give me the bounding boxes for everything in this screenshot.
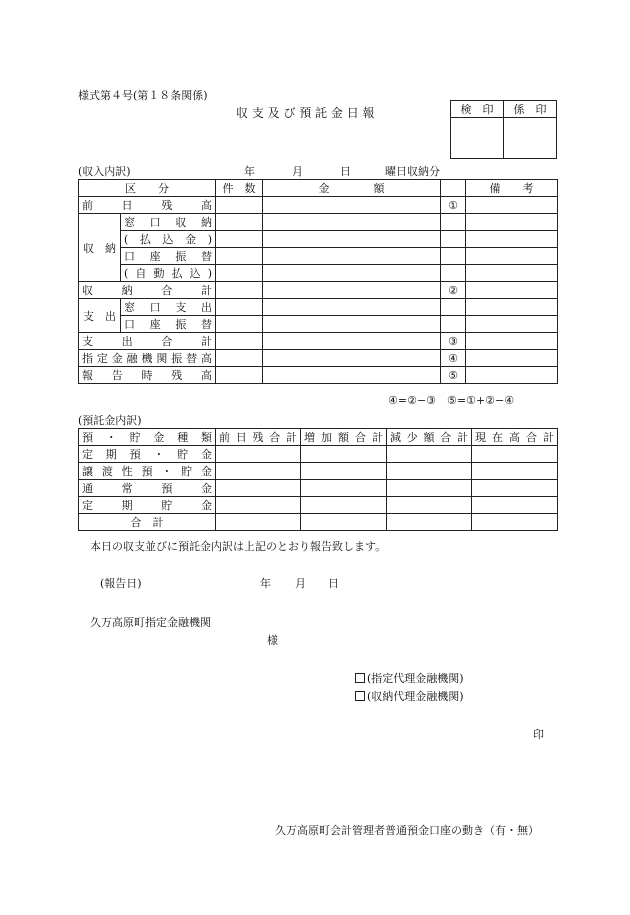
designated-agent-option[interactable] [355, 670, 464, 686]
count-cell[interactable] [216, 248, 263, 265]
income-section-label: (収入内訳) [78, 165, 131, 178]
remarks-cell[interactable] [466, 350, 558, 367]
mark-cell [441, 265, 466, 282]
table-row [79, 282, 558, 299]
designated-agent-checkbox[interactable] [355, 673, 365, 683]
header-increase-total: 増加額合計 [301, 429, 387, 446]
income-day-label: 日 [340, 165, 351, 178]
value-cell[interactable] [301, 514, 387, 531]
count-cell[interactable] [216, 333, 263, 350]
amount-cell[interactable] [263, 350, 441, 367]
payments-total-label: 支出合計 [79, 333, 216, 350]
value-cell[interactable] [387, 480, 472, 497]
value-cell[interactable] [472, 514, 558, 531]
addressee: 久万高原町指定金融機関 [90, 616, 211, 629]
mark-cell [441, 214, 466, 231]
formula-note: ④=②−③ ⑤=①+②−④ [388, 394, 515, 407]
mark-3: ③ [441, 333, 466, 350]
remarks-cell[interactable] [466, 316, 558, 333]
amount-cell[interactable] [263, 282, 441, 299]
receipt-item: 窓口収納 [121, 214, 216, 231]
deposit-table [78, 428, 558, 531]
designated-agent-label: (指定代理金融機関) [367, 672, 464, 685]
form-number: 様式第４号(第１８条関係) [78, 89, 208, 102]
report-date-label: (報告日) [100, 577, 142, 590]
collection-agent-option[interactable] [355, 688, 464, 704]
value-cell[interactable] [216, 463, 301, 480]
table-row [79, 350, 558, 367]
table-row [79, 214, 558, 231]
report-balance-label: 報告時残高 [79, 367, 216, 384]
value-cell[interactable] [472, 446, 558, 463]
stamp-box [450, 100, 557, 159]
remarks-cell[interactable] [466, 367, 558, 384]
deposit-type: 定期貯金 [79, 497, 216, 514]
income-header-row [79, 180, 558, 197]
amount-cell[interactable] [263, 316, 441, 333]
count-cell[interactable] [216, 367, 263, 384]
remarks-cell[interactable] [466, 282, 558, 299]
amount-cell[interactable] [263, 197, 441, 214]
count-cell[interactable] [216, 316, 263, 333]
table-row [79, 463, 558, 480]
header-deposit-type: 預・貯金種類 [79, 429, 216, 446]
receipts-group-label: 収 納 [79, 214, 121, 282]
remarks-cell[interactable] [466, 214, 558, 231]
value-cell[interactable] [387, 463, 472, 480]
value-cell[interactable] [301, 463, 387, 480]
deposit-type: 譲渡性預・貯金 [79, 463, 216, 480]
deposit-type: 通常預金 [79, 480, 216, 497]
count-cell[interactable] [216, 231, 263, 248]
header-count: 件 数 [216, 180, 263, 197]
header-current-total: 現在高合計 [472, 429, 558, 446]
table-row [79, 446, 558, 463]
value-cell[interactable] [216, 446, 301, 463]
table-row [79, 333, 558, 350]
remarks-cell[interactable] [466, 231, 558, 248]
clerk-stamp-label: 係 印 [504, 101, 557, 118]
remarks-cell[interactable] [466, 333, 558, 350]
mark-cell [441, 231, 466, 248]
mark-cell [441, 316, 466, 333]
amount-cell[interactable] [263, 248, 441, 265]
income-month-label: 月 [292, 165, 303, 178]
value-cell[interactable] [472, 497, 558, 514]
remarks-cell[interactable] [466, 299, 558, 316]
payments-group-label: 支 出 [79, 299, 121, 333]
table-row [79, 316, 558, 333]
table-row [79, 514, 558, 531]
table-row [79, 248, 558, 265]
mark-4: ④ [441, 350, 466, 367]
remarks-cell[interactable] [466, 265, 558, 282]
mark-cell [441, 248, 466, 265]
count-cell[interactable] [216, 299, 263, 316]
header-amount: 金 額 [263, 180, 441, 197]
income-year-label: 年 [244, 165, 255, 178]
value-cell[interactable] [216, 514, 301, 531]
header-remarks: 備 考 [466, 180, 558, 197]
payment-item: 口座振替 [121, 316, 216, 333]
value-cell[interactable] [301, 497, 387, 514]
header-category: 区 分 [79, 180, 216, 197]
amount-cell[interactable] [263, 367, 441, 384]
table-row [79, 480, 558, 497]
table-row [79, 299, 558, 316]
income-weekday-label: 曜日収納分 [385, 165, 440, 178]
count-cell[interactable] [216, 265, 263, 282]
value-cell[interactable] [472, 480, 558, 497]
value-cell[interactable] [387, 514, 472, 531]
sama-honorific: 様 [267, 634, 278, 647]
receipts-total-label: 収納合計 [79, 282, 216, 299]
header-decrease-total: 減少額合計 [387, 429, 472, 446]
seal-mark: 印 [533, 728, 544, 741]
table-row [79, 231, 558, 248]
report-day-label: 日 [328, 577, 339, 590]
designated-transfer-label: 指定金融機関振替高 [79, 350, 216, 367]
payment-item: 窓口支出 [121, 299, 216, 316]
prev-balance-label: 前日残高 [79, 197, 216, 214]
header-mark [441, 180, 466, 197]
inspect-stamp-label: 検 印 [451, 101, 504, 118]
table-row [79, 497, 558, 514]
mark-1: ① [441, 197, 466, 214]
collection-agent-label: (収納代理金融機関) [367, 690, 464, 703]
value-cell[interactable] [387, 446, 472, 463]
clerk-stamp-area[interactable] [504, 118, 557, 159]
receipt-item: 口座振替 [121, 248, 216, 265]
value-cell[interactable] [387, 497, 472, 514]
income-table [78, 179, 558, 384]
report-month-label: 月 [295, 577, 306, 590]
deposit-total-label: 合 計 [79, 514, 216, 531]
amount-cell[interactable] [263, 214, 441, 231]
mark-5: ⑤ [441, 367, 466, 384]
count-cell[interactable] [216, 282, 263, 299]
amount-cell[interactable] [263, 299, 441, 316]
value-cell[interactable] [301, 446, 387, 463]
remarks-cell[interactable] [466, 248, 558, 265]
deposit-section-label: (預託金内訳) [78, 414, 142, 427]
collection-agent-checkbox[interactable] [355, 691, 365, 701]
value-cell[interactable] [216, 480, 301, 497]
amount-cell[interactable] [263, 231, 441, 248]
count-cell[interactable] [216, 350, 263, 367]
amount-cell[interactable] [263, 265, 441, 282]
value-cell[interactable] [472, 463, 558, 480]
receipt-item: (払込金) [121, 231, 216, 248]
value-cell[interactable] [301, 480, 387, 497]
remarks-cell[interactable] [466, 197, 558, 214]
report-year-label: 年 [260, 577, 271, 590]
document-title: 収 支 及 び 預 託 金 日 報 [236, 106, 375, 120]
mark-cell [441, 299, 466, 316]
deposit-header-row [79, 429, 558, 446]
table-row [79, 367, 558, 384]
count-cell[interactable] [216, 197, 263, 214]
footer-account-movement: 久万高原町会計管理者普通預金口座の動き（有・無） [275, 824, 539, 837]
mark-2: ② [441, 282, 466, 299]
inspect-stamp-area[interactable] [451, 118, 504, 159]
amount-cell[interactable] [263, 333, 441, 350]
statement-text: 本日の収支並びに預託金内訳は上記のとおり報告致します。 [90, 540, 387, 553]
value-cell[interactable] [216, 497, 301, 514]
count-cell[interactable] [216, 214, 263, 231]
table-row [79, 265, 558, 282]
deposit-type: 定期預・貯金 [79, 446, 216, 463]
table-row [79, 197, 558, 214]
receipt-item: (自動払込) [121, 265, 216, 282]
header-prev-total: 前日残合計 [216, 429, 301, 446]
